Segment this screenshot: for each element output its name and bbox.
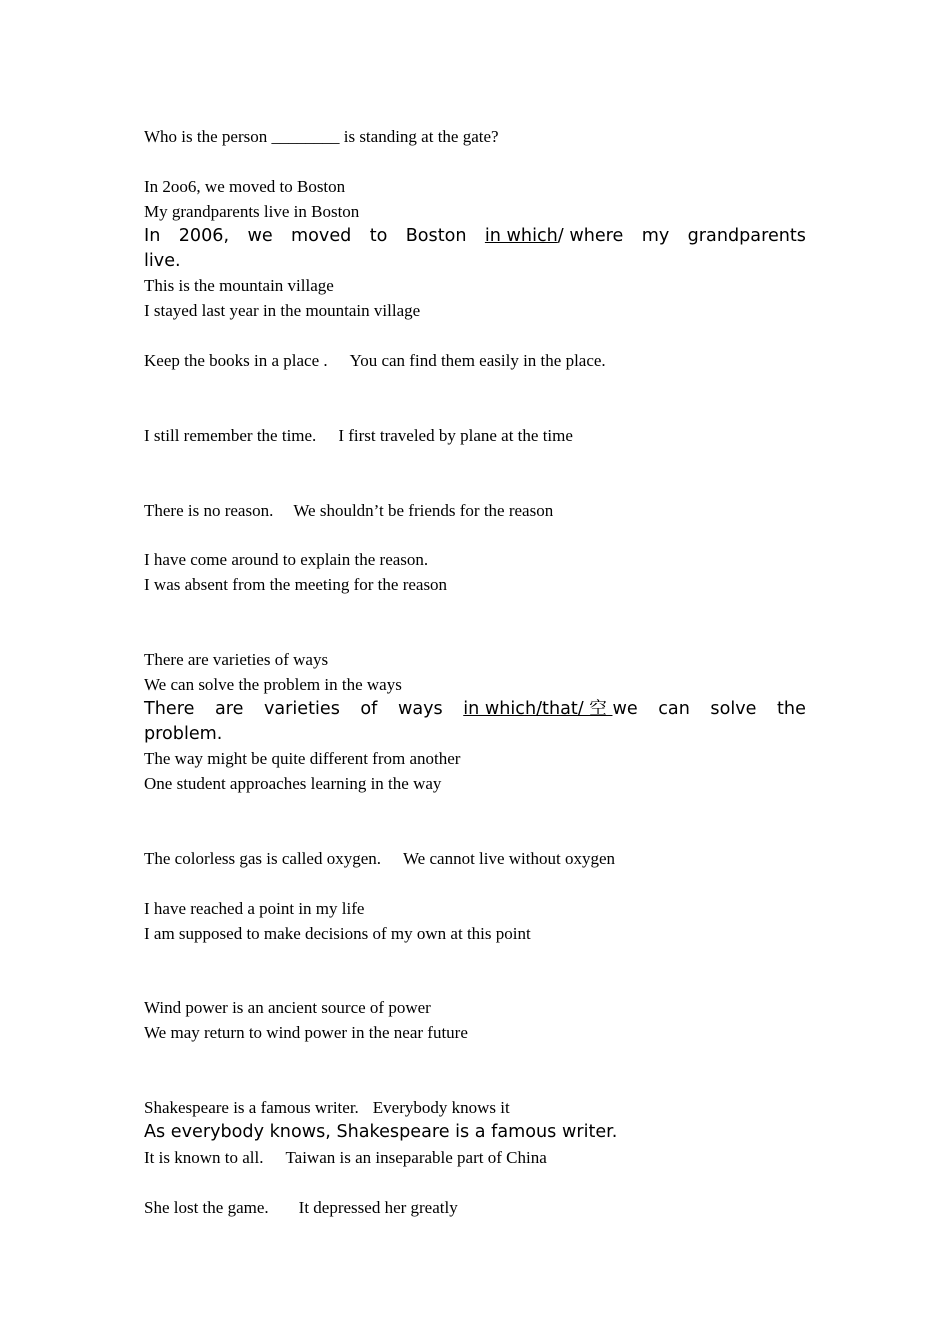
sentence-return-wind: We may return to wind power in the near future [144,1023,468,1042]
sentence-solve-problem: We can solve the problem in the ways [144,675,402,694]
sentence-remember-time: I still remember the time. I first traveled by plane at the time [144,426,573,445]
combined-sentence-shakespeare: As everybody knows, Shakespeare is a famous writer. [144,1122,618,1142]
answer-underlined: in which/that/ 空 [463,699,613,719]
combined-sentence-boston: In 2006, we moved to Boston in which/ where my grandparents [144,226,806,246]
sentence-no-reason: There is no reason. We shouldn’t be friends for the reason [144,501,554,520]
sentence-explain-reason: I have come around to explain the reason. [144,550,429,569]
sentence-absent: I was absent from the meeting for the reason [144,575,448,594]
sentence-moved-boston: In 2oo6, we moved to Boston [144,177,346,196]
answer-underlined: in which [484,226,558,246]
sentence-shakespeare: Shakespeare is a famous writer. Everybody knows it [144,1098,510,1117]
sentence-stayed: I stayed last year in the mountain village [144,301,421,320]
sentence-oxygen: The colorless gas is called oxygen. We cannot live without oxygen [144,849,616,868]
sentence-mountain-village: This is the mountain village [144,276,334,295]
combined-sentence-boston-cont: live. [144,251,181,271]
sentence-lost-game: She lost the game. It depressed her greatly [144,1198,458,1217]
sentence-reached-point: I have reached a point in my life [144,899,365,918]
sentence-varieties: There are varieties of ways [144,650,329,669]
sentence-relative-who: Who is the person ________ is standing at the gate? [144,127,499,146]
combined-sentence-ways: There are varieties of ways in which/that/ 空 we can solve the [144,699,806,719]
combined-sentence-ways-cont: problem. [144,724,223,744]
sentence-grandparents: My grandparents live in Boston [144,202,360,221]
sentence-student-approaches: One student approaches learning in the way [144,774,442,793]
sentence-keep-books: Keep the books in a place . You can find them easily in the place. [144,351,606,370]
sentence-way-different: The way might be quite different from another [144,749,461,768]
sentence-decisions: I am supposed to make decisions of my own at this point [144,924,531,943]
sentence-known-to-all: It is known to all. Taiwan is an inseparable part of China [144,1148,547,1167]
sentence-wind-power: Wind power is an ancient source of power [144,998,431,1017]
